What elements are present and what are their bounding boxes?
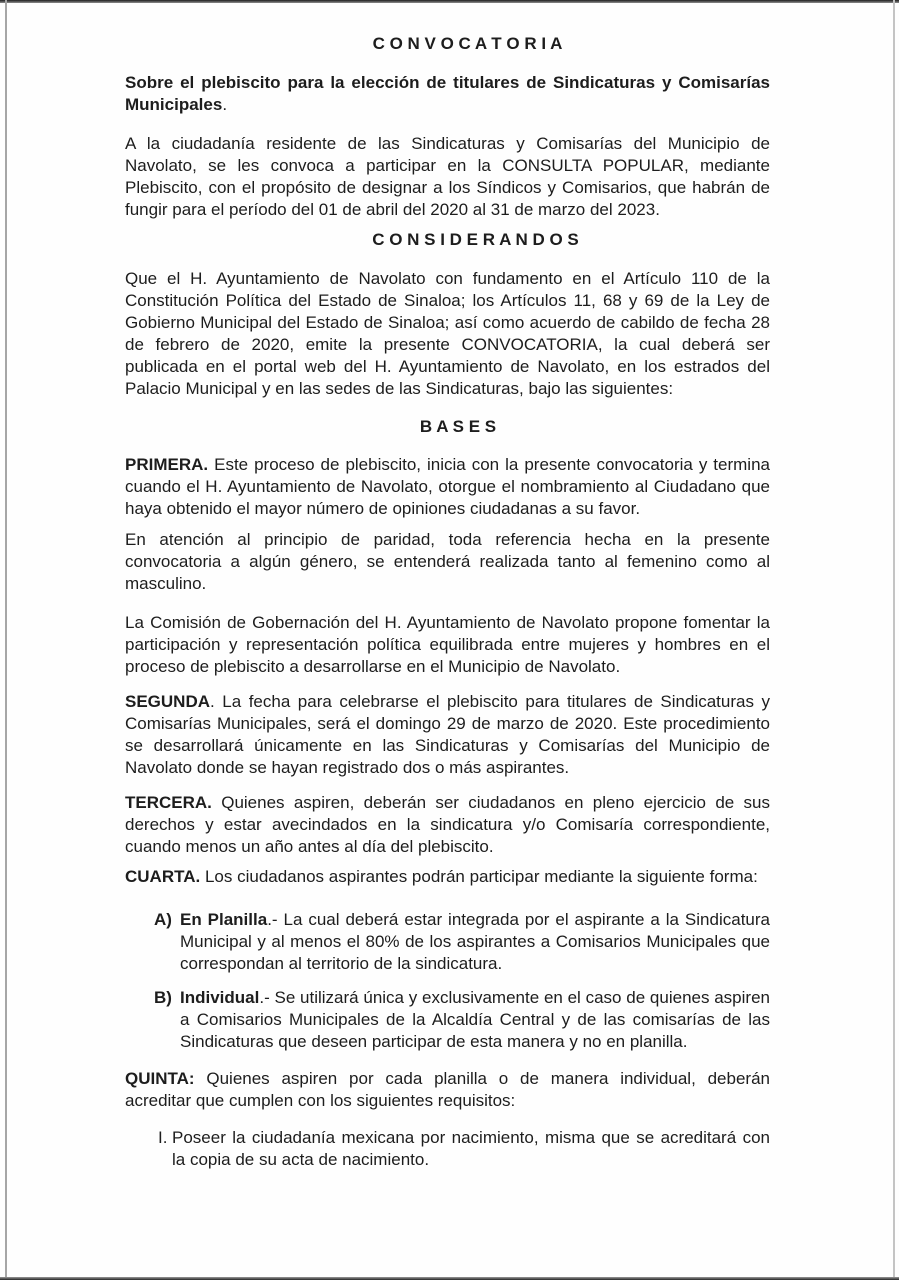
document-subtitle [125, 72, 770, 116]
list-item-requisito-1-text: Poseer la ciudadanía mexicana por nacimiento, misma que se acreditará con la copia de su acta de nacimiento. [172, 1128, 770, 1169]
clause-primera-text: Este proceso de plebiscito, inicia con la presente convocatoria y termina cuando el H. Ayuntamiento de Navolato, otorgue el nombramiento al Ciudadano que haya obtenido el mayor número de opiniones ciudadanas a su favor. [125, 455, 770, 518]
paragraph-comision-gobernacion: La Comisión de Gobernación del H. Ayuntamiento de Navolato propone fomentar la participación y representación política equilibrada entre mujeres y hombres en el proceso de plebiscito a desarrollarse en el Municipio de Navolato. [125, 613, 770, 676]
clause-segunda [125, 691, 770, 779]
clause-cuarta [125, 866, 770, 888]
subtitle-bold-text: Sobre el plebiscito para la elección de titulares de Sindicaturas y Comisarías Municipales [125, 73, 770, 114]
paragraph-paridad: En atención al principio de paridad, toda referencia hecha en la presente convocatoria a algún género, se entenderá realizada tanto al femenino como al masculino. [125, 530, 770, 593]
list-item-requisito-1 [158, 1127, 770, 1171]
clause-tercera [125, 792, 770, 858]
subtitle-period: . [222, 95, 228, 114]
clause-primera [125, 454, 770, 520]
clause-segunda-label: SEGUNDA [125, 692, 211, 711]
clause-tercera-label: TERCERA. [125, 793, 212, 812]
list-item-en-planilla-text [180, 909, 770, 975]
considerandos-paragraph: Que el H. Ayuntamiento de Navolato con fundamento en el Artículo 110 de la Constitución Política del Estado de Sinaloa; los Artículos 11, 68 y 69 de la Ley de Gobierno Municipal del Estado de Sinaloa; así como acuerdo de cabildo de fecha 28 de febrero de 2020, emite la presente CONVOCATORIA, la cual deberá ser publicada en el portal web del H. Ayuntamiento de Navolato, en los estrados del Palacio Municipal y en las sedes de las Sindicaturas, bajo las siguientes: [125, 269, 770, 398]
list-marker-a: A) [154, 910, 172, 929]
clause-quinta-label: QUINTA: [125, 1069, 195, 1088]
list-item-individual-bold: Individual [180, 988, 260, 1007]
list-item-en-planilla [154, 909, 770, 975]
list-item-individual-body: .- Se utilizará única y exclusivamente en el caso de quienes aspiren a Comisarios Municipales de la Alcaldía Central y de las comisarías de las Sindicaturas que deseen participar de esta manera y no en planilla. [180, 988, 770, 1051]
clause-quinta [125, 1068, 770, 1112]
heading-considerandos: C O N S I D E R A N D O S [372, 230, 579, 249]
clause-cuarta-text: Los ciudadanos aspirantes podrán participar mediante la siguiente forma: [200, 867, 758, 886]
clause-primera-label: PRIMERA. [125, 455, 209, 474]
list-item-en-planilla-body: .- La cual deberá estar integrada por el aspirante a la Sindicatura Municipal y al menos el 80% de los aspirantes a Comisarios Municipales que correspondan al territorio de la sindicatura. [180, 910, 770, 973]
clause-quinta-text: Quienes aspiren por cada planilla o de manera individual, deberán acreditar que cumplen con los siguientes requisitos: [125, 1069, 770, 1110]
list-item-individual [154, 987, 770, 1053]
document-title: C O N V O C A T O R I A [372, 34, 563, 53]
list-marker-b: B) [154, 988, 172, 1007]
clause-segunda-text: . La fecha para celebrarse el plebiscito para titulares de Sindicaturas y Comisarías Municipales, será el domingo 29 de marzo de 2020. Este procedimiento se desarrollará únicamente en las Sindicaturas y Comisarías del Municipio de Navolato donde se hayan registrado dos o más aspirantes. [125, 692, 770, 777]
list-marker-roman-i: I. [158, 1128, 168, 1147]
heading-bases: B A S E S [419, 417, 497, 436]
clause-cuarta-label: CUARTA. [125, 867, 201, 886]
list-item-en-planilla-bold: En Planilla [180, 910, 268, 929]
intro-paragraph: A la ciudadanía residente de las Sindicaturas y Comisarías del Municipio de Navolato, se les convoca a participar en la CONSULTA POPULAR, mediante Plebiscito, con el propósito de designar a los Síndicos y Comisarios, que habrán de fungir para el período del 01 de abril del 2020 al 31 de marzo del 2023. [125, 134, 770, 219]
list-item-individual-text [180, 987, 770, 1053]
clause-tercera-text: Quienes aspiren, deberán ser ciudadanos en pleno ejercicio de sus derechos y estar avecindados en la sindicatura y/o Comisaría correspondiente, cuando menos un año antes al día del plebiscito. [125, 793, 770, 856]
